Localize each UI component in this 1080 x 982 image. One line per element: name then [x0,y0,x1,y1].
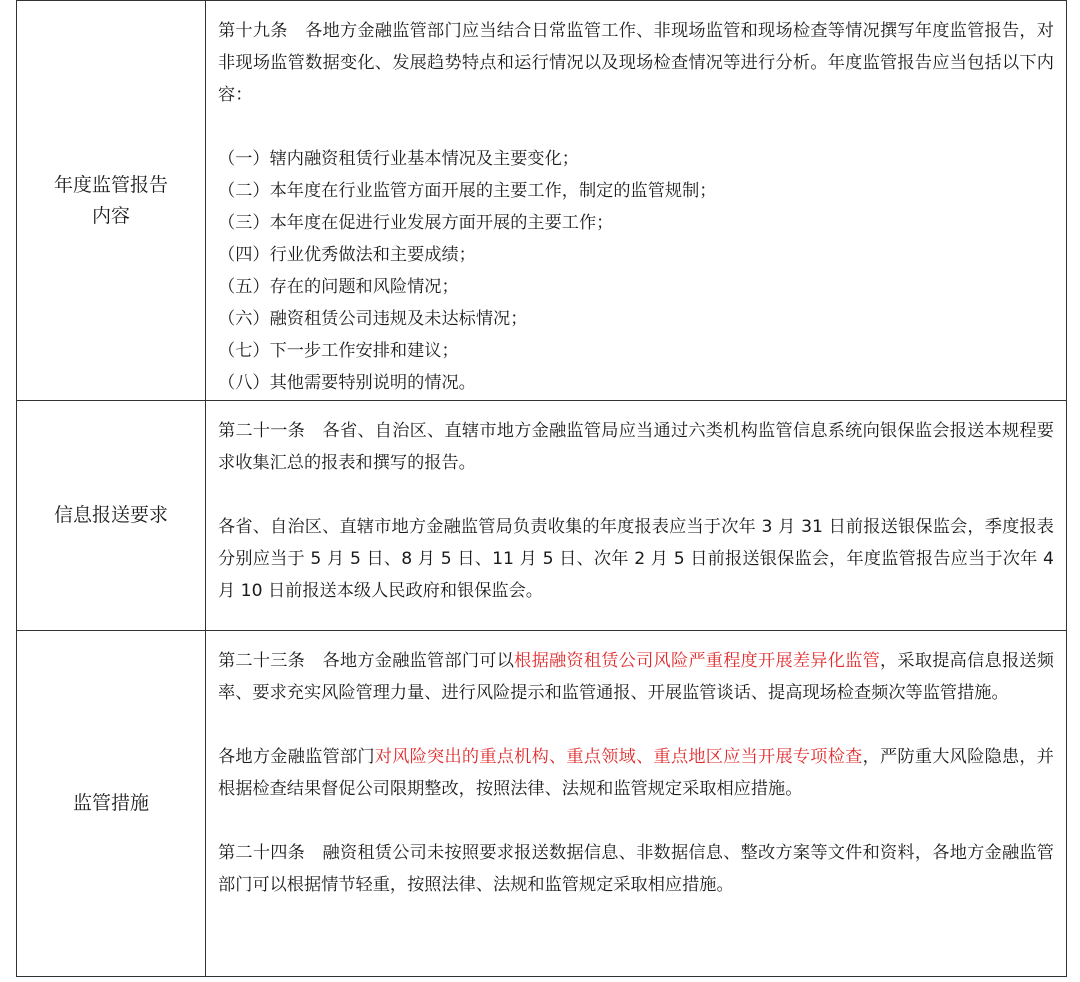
article-paragraph: 第二十四条 融资租赁公司未按照要求报送数据信息、非数据信息、整改方案等文件和资料，各地方金融监管部门可以根据情节轻重，按照法律、法规和监管规定采取相应措施。 [218,843,1054,895]
row-content-annual-report [206,1,1067,401]
list-item: （二）本年度在行业监管方面开展的主要工作，制定的监管规制； [218,181,717,201]
list-item: （五）存在的问题和风险情况； [218,277,459,297]
article-paragraph: 第二十一条 各省、自治区、直辖市地方金融监管局应当通过六类机构监管信息系统向银保监会报送本规程要求收集汇总的报表和撰写的报告。 [218,421,1054,473]
regulation-table [16,0,1067,977]
article-paragraph [218,645,1054,709]
article-paragraph: 各省、自治区、直辖市地方金融监管局负责收集的年度报表应当于次年 3 月 31 日前报送银保监会，季度报表分别应当于 5 月 5 日、8 月 5 日、11 月 5 日、次年 2 月 5 日前报送银保监会，年度监管报告应当于次年 4 月 10 日前报送本级人民政府和银保监会。 [218,517,1054,601]
paragraph-text: ，严防重大风险隐患，并根据检查结果督促公司限期整改，按照法律、法规和监管规定采取相应措施。 [218,747,1054,799]
row-label-info-reporting: 信息报送要求 [17,401,206,631]
row-label-measures: 监管措施 [17,631,206,977]
list-item: （七）下一步工作安排和建议； [218,341,459,361]
row-content-info-reporting [206,401,1067,631]
list-item: （三）本年度在促进行业发展方面开展的主要工作； [218,213,614,233]
row-label-line: 内容 [91,204,130,227]
row-label-line: 年度监管报告 [53,173,168,196]
article-paragraph [218,741,1054,805]
paragraph-text: 第二十三条 各地方金融监管部门可以 [218,651,515,671]
table-row [17,631,1067,977]
highlighted-text: 根据融资租赁公司风险严重程度开展差异化监管 [514,651,880,671]
paragraph-text: ，采取提高信息报送频率、要求充实风险管理力量、进行风险提示和监管通报、开展监管谈话、提高现场检查频次等监管措施。 [218,651,1054,703]
list-item: （四）行业优秀做法和主要成绩； [218,245,476,265]
list-item: （八）其他需要特别说明的情况。 [218,373,476,393]
highlighted-text: 对风险突出的重点机构、重点领域、重点地区应当开展专项检查 [374,747,863,767]
table-row [17,1,1067,401]
list-item: （六）融资租赁公司违规及未达标情况； [218,309,528,329]
table-row [17,401,1067,631]
row-content-measures [206,631,1067,977]
paragraph-text: 各地方金融监管部门 [218,747,375,767]
row-label-annual-report [17,1,206,401]
article-paragraph: 第十九条 各地方金融监管部门应当结合日常监管工作、非现场监管和现场检查等情况撰写年度监管报告，对非现场监管数据变化、发展趋势特点和运行情况以及现场检查情况等进行分析。年度监管报告应当包括以下内容： [218,21,1054,105]
list-item: （一）辖内融资租赁行业基本情况及主要变化； [218,149,579,169]
